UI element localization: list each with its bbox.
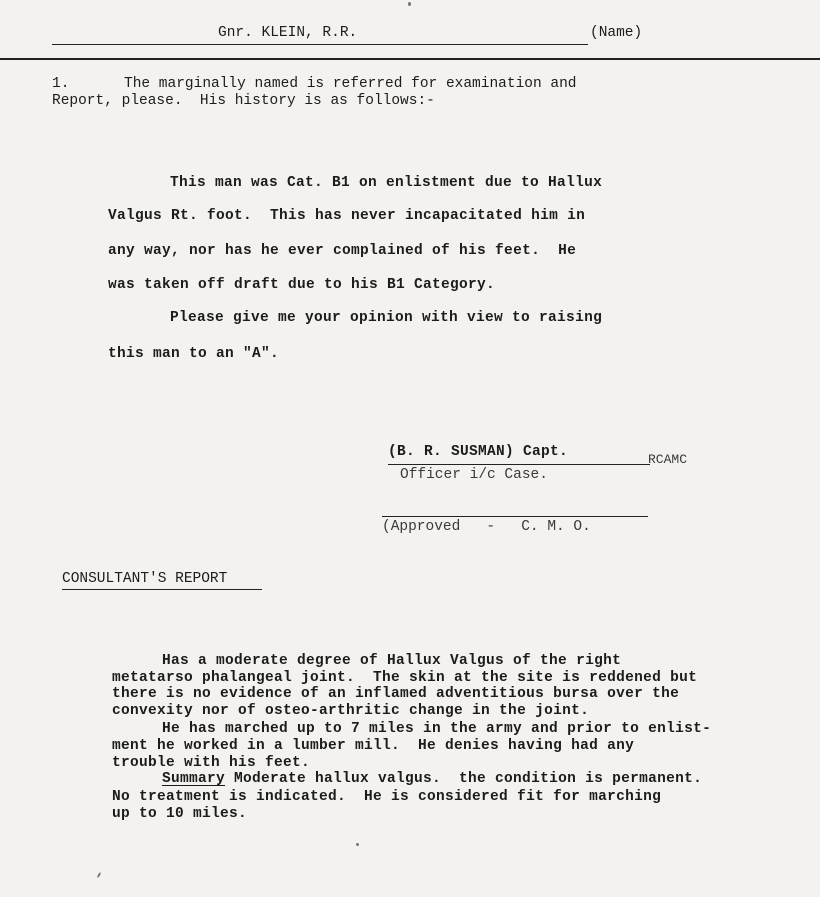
- summary-line: [162, 771, 702, 788]
- consultant-heading-underline: [62, 589, 262, 590]
- history-line: this man to an "A".: [108, 346, 280, 362]
- referral-line-1: The marginally named is referred for examination and: [124, 76, 577, 92]
- approval-line: [382, 516, 648, 517]
- consultant-heading: CONSULTANT'S REPORT: [62, 571, 228, 587]
- report-line: trouble with his feet.: [112, 755, 311, 771]
- scan-speck: [356, 843, 359, 846]
- scan-speck: [408, 2, 411, 6]
- report-line: ment he worked in a lumber mill. He denies having had any: [112, 738, 635, 754]
- header-divider: [0, 58, 820, 60]
- approved-cmo: (Approved - C. M. O.: [382, 519, 591, 535]
- unit-label: RCAMC: [648, 452, 688, 467]
- history-line: Valgus Rt. foot. This has never incapacitated him in: [108, 208, 586, 224]
- history-line: any way, nor has he ever complained of his feet. He: [108, 243, 577, 259]
- paragraph-number: 1.: [52, 76, 70, 92]
- history-line: Please give me your opinion with view to raising: [170, 310, 603, 326]
- report-line: Has a moderate degree of Hallux Valgus of the right: [162, 653, 622, 669]
- referral-line-2: Report, please. His history is as follows:-: [52, 93, 435, 109]
- report-line: metatarso phalangeal joint. The skin at the site is reddened but: [112, 670, 698, 686]
- patient-name: Gnr. KLEIN, R.R.: [218, 25, 358, 41]
- name-label: (Name): [590, 25, 643, 41]
- summary-line-2: No treatment is indicated. He is considered fit for marching: [112, 789, 662, 805]
- history-line: This man was Cat. B1 on enlistment due to Hallux: [170, 175, 603, 191]
- summary-text: Moderate hallux valgus. the condition is permanent.: [225, 771, 703, 787]
- report-line: He has marched up to 7 miles in the army and prior to enlist-: [162, 721, 712, 737]
- history-line: was taken off draft due to his B1 Category.: [108, 277, 496, 293]
- scan-speck: [97, 872, 102, 878]
- report-line: there is no evidence of an inflamed adventitious bursa over the: [112, 686, 680, 702]
- summary-line-3: up to 10 miles.: [112, 806, 248, 822]
- summary-label: Summary: [162, 771, 226, 787]
- officer-role: Officer i/c Case.: [400, 467, 548, 483]
- name-underline: [52, 44, 588, 45]
- report-line: convexity nor of osteo-arthritic change in the joint.: [112, 703, 590, 719]
- officer-signature: (B. R. SUSMAN) Capt.: [388, 444, 569, 460]
- signature-line: [388, 464, 650, 465]
